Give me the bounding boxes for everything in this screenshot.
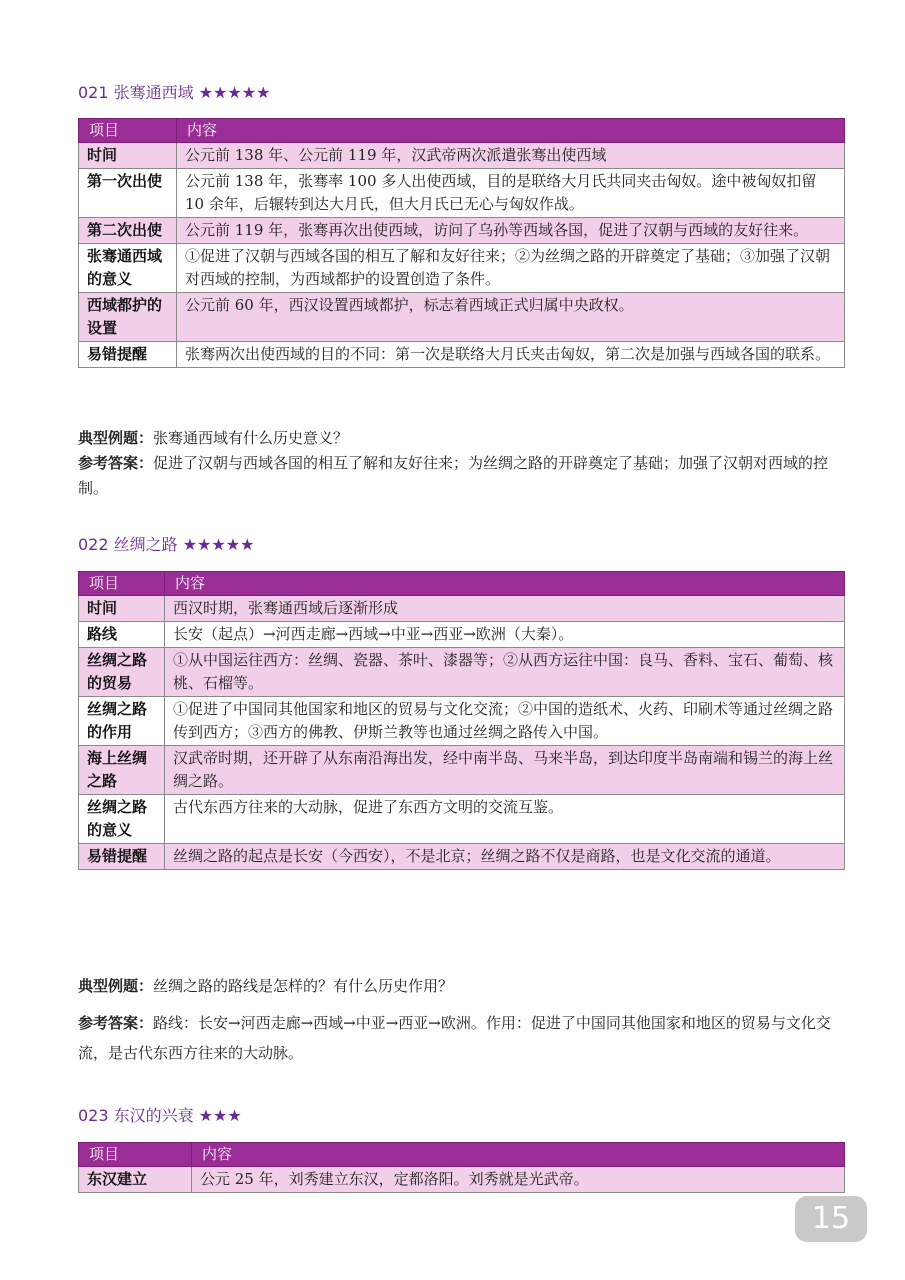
- header-content: 内容: [192, 1143, 845, 1167]
- table-header: [79, 119, 845, 143]
- table-row: [79, 697, 845, 746]
- answer-text: 促进了汉朝与西域各国的相互了解和友好往来；为丝绸之路的开辟奠定了基础；加强了汉朝对西域的控制。: [78, 454, 829, 497]
- table-022: [78, 571, 845, 870]
- section-title-022: 022 丝绸之路 ★★★★★: [78, 535, 255, 554]
- table-row: [79, 293, 845, 342]
- section-title-023: 023 东汉的兴衰 ★★★: [78, 1106, 242, 1125]
- page-number: 15: [795, 1196, 867, 1242]
- row-key: 第一次出使: [79, 169, 177, 218]
- question: [78, 972, 838, 1000]
- example-022: [78, 972, 838, 1068]
- answer-text: 路线：长安→河西走廊→西域→中亚→西亚→欧洲。作用：促进了中国同其他国家和地区的贸易与文化交流，是古代东西方往来的大动脉。: [78, 1014, 831, 1062]
- table-header: [79, 572, 845, 596]
- row-value: 丝绸之路的起点是长安（今西安），不是北京；丝绸之路不仅是商路，也是文化交流的通道。: [165, 844, 845, 870]
- table-row: [79, 596, 845, 622]
- question-text: 张骞通西域有什么历史意义？: [153, 429, 349, 447]
- row-value: 西汉时期，张骞通西域后逐渐形成: [165, 596, 845, 622]
- row-value: 公元前 138 年、公元前 119 年，汉武帝两次派遣张骞出使西域: [177, 143, 845, 169]
- table-row: [79, 648, 845, 697]
- row-key: 张骞通西域的意义: [79, 244, 177, 293]
- row-key: 时间: [79, 143, 177, 169]
- header-content: 内容: [177, 119, 845, 143]
- row-value: ①促进了中国同其他国家和地区的贸易与文化交流；②中国的造纸术、火药、印刷术等通过丝绸之路传到西方；③西方的佛教、伊斯兰教等也通过丝绸之路传入中国。: [165, 697, 845, 746]
- table-row: [79, 844, 845, 870]
- table-row: [79, 1167, 845, 1193]
- row-value: 公元 25 年，刘秀建立东汉，定都洛阳。刘秀就是光武帝。: [192, 1167, 845, 1193]
- question-label: 典型例题：: [78, 429, 154, 447]
- row-value: 古代东西方往来的大动脉，促进了东西方文明的交流互鉴。: [165, 795, 845, 844]
- row-key: 丝绸之路的作用: [79, 697, 165, 746]
- row-key: 海上丝绸之路: [79, 746, 165, 795]
- table-021: [78, 118, 845, 368]
- row-key: 西域都护的设置: [79, 293, 177, 342]
- header-item: 项目: [79, 1143, 192, 1167]
- row-value: 汉武帝时期，还开辟了从东南沿海出发，经中南半岛、马来半岛，到达印度半岛南端和锡兰的海上丝绸之路。: [165, 746, 845, 795]
- row-value: 长安（起点）→河西走廊→西域→中亚→西亚→欧洲（大秦）。: [165, 622, 845, 648]
- row-value: 公元前 138 年，张骞率 100 多人出使西域，目的是联络大月氏共同夹击匈奴。途中被匈奴扣留 10 余年，后辗转到达大月氏，但大月氏已无心与匈奴作战。: [177, 169, 845, 218]
- question-text: 丝绸之路的路线是怎样的？有什么历史作用？: [153, 977, 454, 995]
- table-row: [79, 746, 845, 795]
- row-value: ①从中国运往西方：丝绸、瓷器、茶叶、漆器等；②从西方运往中国：良马、香料、宝石、葡萄、核桃、石榴等。: [165, 648, 845, 697]
- row-key: 第二次出使: [79, 218, 177, 244]
- example-021: [78, 426, 838, 501]
- row-key: 时间: [79, 596, 165, 622]
- header-item: 项目: [79, 119, 177, 143]
- table-023: [78, 1142, 845, 1193]
- row-key: 丝绸之路的贸易: [79, 648, 165, 697]
- row-key: 东汉建立: [79, 1167, 192, 1193]
- answer: [78, 451, 838, 501]
- table-row: [79, 143, 845, 169]
- row-value: 公元前 119 年，张骞再次出使西域，访问了乌孙等西域各国，促进了汉朝与西域的友好往来。: [177, 218, 845, 244]
- table-row: [79, 622, 845, 648]
- table-header: [79, 1143, 845, 1167]
- row-value: 张骞两次出使西域的目的不同：第一次是联络大月氏夹击匈奴，第二次是加强与西域各国的联系。: [177, 342, 845, 368]
- row-value: 公元前 60 年，西汉设置西域都护，标志着西域正式归属中央政权。: [177, 293, 845, 342]
- answer-label: 参考答案：: [78, 1014, 154, 1032]
- row-key: 易错提醒: [79, 844, 165, 870]
- row-key: 易错提醒: [79, 342, 177, 368]
- section-title-021: 021 张骞通西域 ★★★★★: [78, 83, 271, 102]
- answer-label: 参考答案：: [78, 454, 154, 472]
- table-row: [79, 795, 845, 844]
- table-row: [79, 342, 845, 368]
- table-row: [79, 218, 845, 244]
- table-row: [79, 169, 845, 218]
- question-label: 典型例题：: [78, 977, 154, 995]
- row-value: ①促进了汉朝与西域各国的相互了解和友好往来；②为丝绸之路的开辟奠定了基础；③加强了汉朝对西域的控制，为西域都护的设置创造了条件。: [177, 244, 845, 293]
- answer: [78, 1008, 838, 1068]
- row-key: 丝绸之路的意义: [79, 795, 165, 844]
- header-content: 内容: [165, 572, 845, 596]
- question: [78, 426, 838, 451]
- header-item: 项目: [79, 572, 165, 596]
- row-key: 路线: [79, 622, 165, 648]
- table-row: [79, 244, 845, 293]
